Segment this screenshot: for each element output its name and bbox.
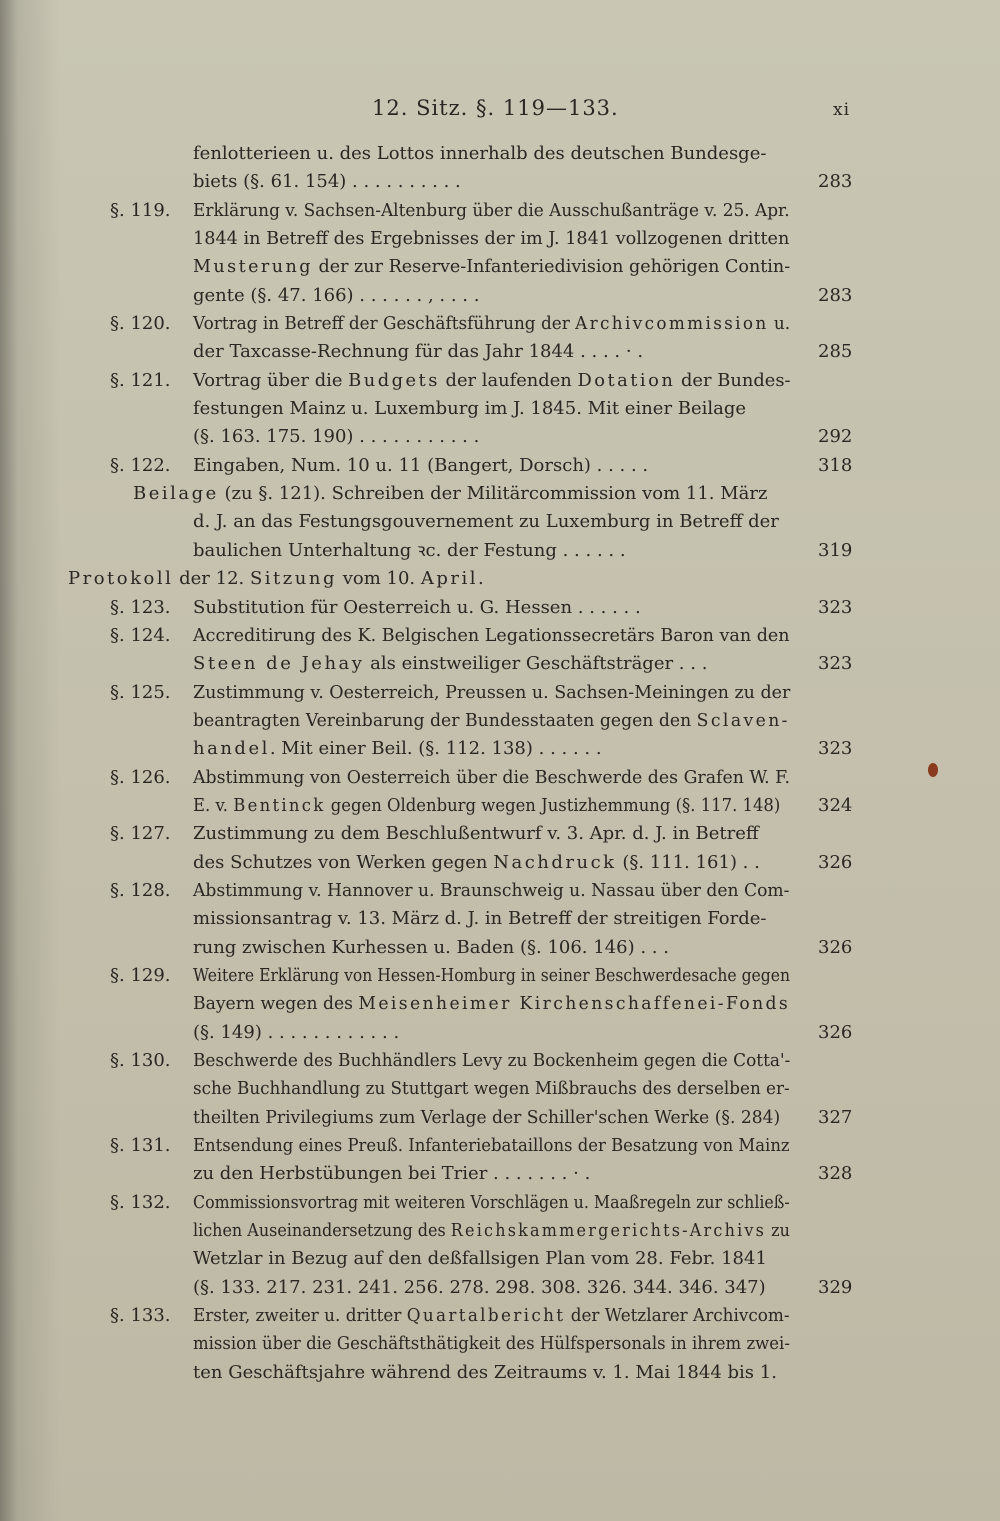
toc-line xyxy=(0,537,1000,565)
entry-text xyxy=(193,508,779,536)
page-ref: 292 xyxy=(818,426,853,448)
toc-line xyxy=(0,1019,1000,1047)
page-ref: 323 xyxy=(818,596,853,618)
entry-text xyxy=(133,480,768,508)
toc-line xyxy=(0,1330,1000,1358)
text-run: beantragten Vereinbarung der Bundesstaaten gegen den xyxy=(193,709,697,731)
text-run: biets (§. 61. 154) . . . . . . . . . . xyxy=(193,171,461,193)
spaced-text: handel xyxy=(193,738,270,760)
toc-line xyxy=(0,1075,1000,1103)
text-run: der Bundes- xyxy=(675,369,791,391)
text-run: zu xyxy=(766,1220,790,1242)
section-number: §. 133. xyxy=(110,1305,171,1327)
page-ref: 326 xyxy=(818,936,853,958)
toc-line xyxy=(0,565,1000,593)
page-ref: 329 xyxy=(818,1276,853,1298)
page-ref: 323 xyxy=(818,653,853,675)
entry-text xyxy=(193,367,791,395)
entry-text xyxy=(193,962,790,990)
text-run: Entsendung eines Preuß. Infanteriebataillons der Besatzung von Mainz xyxy=(193,1135,790,1157)
section-number: §. 119. xyxy=(110,199,171,221)
spaced-text: Archivcommission xyxy=(575,313,769,335)
page-ref: 318 xyxy=(818,454,853,476)
entry-text xyxy=(193,225,789,253)
section-number: §. 128. xyxy=(110,879,171,901)
section-number: §. 126. xyxy=(110,766,171,788)
text-run: der laufenden xyxy=(439,369,578,391)
spaced-text: Meisenheimer Kirchenschaffenei-Fonds xyxy=(358,993,791,1015)
entry-text xyxy=(193,1217,790,1245)
toc-line xyxy=(0,679,1000,707)
toc-line xyxy=(0,990,1000,1018)
entry-text xyxy=(193,1160,590,1188)
toc-line xyxy=(0,1104,1000,1132)
running-head: 12. Sitz. §. 119—133. xyxy=(372,96,619,120)
entry-text xyxy=(193,764,790,792)
text-run: Eingaben, Num. 10 u. 11 (Bangert, Dorsch) . . . . . xyxy=(193,454,649,476)
text-run: des Schutzes von Werken gegen xyxy=(193,851,494,873)
text-run: Vortrag über die xyxy=(193,369,349,391)
page-ref: 283 xyxy=(818,284,853,306)
text-run: (§. 149) . . . . . . . . . . . . xyxy=(193,1021,400,1043)
text-run: Zustimmung zu dem Beschlußentwurf v. 3. Apr. d. J. in Betreff xyxy=(193,823,759,845)
section-number: §. 125. xyxy=(110,681,171,703)
page-header xyxy=(0,96,1000,126)
entry-text xyxy=(193,310,790,338)
text-run: . Mit einer Beil. (§. 112. 138) . . . . . . xyxy=(269,738,602,760)
toc-line xyxy=(0,140,1000,168)
entry-text xyxy=(193,877,789,905)
entry-text xyxy=(193,905,767,933)
toc-line xyxy=(0,1245,1000,1273)
text-run: Abstimmung von Oesterreich über die Beschwerde des Grafen W. F. xyxy=(193,766,791,788)
page-ref: 285 xyxy=(818,341,853,363)
toc-line xyxy=(0,1047,1000,1075)
entry-text xyxy=(193,1245,767,1273)
toc-line xyxy=(0,849,1000,877)
text-run: (zu §. 121). Schreiben der Militärcommission vom 11. März xyxy=(218,483,768,505)
text-run: gente (§. 47. 166) . . . . . . , . . . . xyxy=(193,284,480,306)
toc-line xyxy=(0,764,1000,792)
section-number: §. 121. xyxy=(110,369,171,391)
toc-line xyxy=(0,877,1000,905)
text-run: Zustimmung v. Oesterreich, Preussen u. Sachsen-Meiningen zu der xyxy=(193,681,791,703)
entry-text xyxy=(193,1075,790,1103)
toc-line xyxy=(0,395,1000,423)
section-number: §. 127. xyxy=(110,823,171,845)
entry-text xyxy=(193,735,602,763)
text-run: als einstweiliger Geschäftsträger . . . xyxy=(364,653,708,675)
page-ref: 323 xyxy=(818,738,853,760)
section-number: §. 130. xyxy=(110,1050,171,1071)
text-run: (§. 111. 161) . . xyxy=(616,851,760,873)
page-ref: 326 xyxy=(818,1021,853,1043)
toc-line xyxy=(0,508,1000,536)
section-number: §. 129. xyxy=(110,964,171,986)
page-number: xi xyxy=(833,100,851,120)
entry-text xyxy=(193,622,790,650)
text-run: festungen Mainz u. Luxemburg im J. 1845. Mit einer Beilage xyxy=(193,398,747,420)
spaced-text: Sclaven- xyxy=(696,709,790,731)
toc-line xyxy=(0,367,1000,395)
entry-text xyxy=(193,197,790,225)
table-of-contents xyxy=(0,140,1000,1387)
toc-line xyxy=(0,1132,1000,1160)
entry-text xyxy=(193,650,707,678)
spaced-text: Quartalbericht xyxy=(406,1305,566,1327)
toc-line xyxy=(0,282,1000,310)
text-run: fenlotterieen u. des Lottos innerhalb des deutschen Bundesge- xyxy=(193,143,767,164)
page-ref: 327 xyxy=(818,1106,853,1128)
spaced-text: Sitzung xyxy=(249,568,337,590)
spaced-text: Beilage xyxy=(133,483,219,505)
entry-text xyxy=(193,990,790,1018)
entry-text xyxy=(193,679,790,707)
text-run: gegen Oldenburg wegen Justizhemmung (§. 117. 148) xyxy=(325,794,781,816)
toc-line xyxy=(0,1274,1000,1302)
toc-line xyxy=(0,650,1000,678)
entry-text xyxy=(193,1302,790,1330)
text-run: missionsantrag v. 13. März d. J. in Betreff der streitigen Forde- xyxy=(193,908,767,930)
text-run: Weitere Erklärung von Hessen-Homburg in seiner Beschwerdesache gegen xyxy=(193,964,791,986)
text-run: rung zwischen Kurhessen u. Baden (§. 106. 146) . . . xyxy=(193,936,669,958)
toc-line xyxy=(0,905,1000,933)
toc-line xyxy=(0,423,1000,451)
spaced-text: Dotation xyxy=(577,369,676,391)
toc-line xyxy=(0,792,1000,820)
text-run: Vortrag in Betreff der Geschäftsführung der xyxy=(193,313,576,335)
text-run: Erklärung v. Sachsen-Altenburg über die Ausschußanträge v. 25. Apr. xyxy=(193,199,790,221)
text-run: der Taxcasse-Rechnung für das Jahr 1844 . . . . · . xyxy=(193,341,644,363)
text-run: sche Buchhandlung zu Stuttgart wegen Mißbrauchs des derselben er- xyxy=(193,1078,790,1100)
toc-line xyxy=(0,197,1000,225)
text-run: ten Geschäftsjahre während des Zeitraums v. 1. Mai 1844 bis 1. xyxy=(193,1361,777,1383)
entry-text xyxy=(193,707,790,735)
entry-text xyxy=(193,849,760,877)
text-run: baulichen Unterhaltung ꝛc. der Festung . . . . . . xyxy=(193,539,626,561)
text-run: Beschwerde des Buchhändlers Levy zu Bockenheim gegen die Cotta'- xyxy=(193,1050,791,1071)
spaced-text: Musterung xyxy=(193,256,313,278)
entry-text xyxy=(193,1359,777,1387)
toc-line xyxy=(0,735,1000,763)
entry-text xyxy=(193,1104,780,1132)
text-run: der 12. xyxy=(173,568,250,590)
entry-text xyxy=(193,1047,790,1075)
section-number: §. 122. xyxy=(110,454,171,476)
entry-text xyxy=(193,1330,790,1358)
toc-line xyxy=(0,338,1000,366)
text-run: Bayern wegen des xyxy=(193,993,359,1015)
entry-text xyxy=(193,452,648,480)
text-run: mission über die Geschäftsthätigkeit des Hülfspersonals in ihrem zwei- xyxy=(193,1333,790,1355)
toc-line xyxy=(0,622,1000,650)
toc-line xyxy=(0,1189,1000,1217)
page-ref: 328 xyxy=(818,1163,853,1185)
text-run: Abstimmung v. Hannover u. Braunschweig u. Nassau über den Com- xyxy=(193,879,790,901)
entry-text xyxy=(193,594,641,622)
text-run: (§. 163. 175. 190) . . . . . . . . . . . xyxy=(193,426,480,448)
section-number: §. 120. xyxy=(110,313,171,335)
text-run: 1844 in Betreff des Ergebnisses der im J. 1841 vollzogenen dritten xyxy=(193,228,790,250)
section-number: §. 131. xyxy=(110,1135,171,1157)
text-run: (§. 133. 217. 231. 241. 256. 278. 298. 308. 326. 344. 346. 347) xyxy=(193,1276,766,1298)
text-run: Wetzlar in Bezug auf den deßfallsigen Plan vom 28. Febr. 1841 xyxy=(193,1248,767,1270)
entry-text xyxy=(193,140,766,168)
toc-line xyxy=(0,962,1000,990)
spaced-text: Reichskammergerichts-Archivs xyxy=(450,1220,767,1242)
toc-line xyxy=(0,480,1000,508)
text-run: theilten Privilegiums zum Verlage der Schiller'schen Werke (§. 284) xyxy=(193,1106,781,1128)
section-number: §. 123. xyxy=(110,596,171,618)
entry-text xyxy=(193,1274,766,1302)
entry-text xyxy=(193,934,669,962)
text-run: Commissionsvortrag mit weiteren Vorschlägen u. Maaßregeln zur schließ- xyxy=(193,1191,790,1213)
toc-line xyxy=(0,1302,1000,1330)
text-run: der zur Reserve-Infanteriedivision gehörigen Contin- xyxy=(312,256,791,278)
entry-text xyxy=(193,820,759,848)
text-run: Erster, zweiter u. dritter xyxy=(193,1305,407,1327)
text-run: vom 10. xyxy=(336,568,421,590)
toc-line xyxy=(0,168,1000,196)
page-ref: 324 xyxy=(818,794,853,816)
page-ref: 283 xyxy=(818,171,853,193)
text-run: zu den Herbstübungen bei Trier . . . . . . . · . xyxy=(193,1163,591,1185)
spaced-text: Protokoll xyxy=(68,568,174,590)
text-run: der Wetzlarer Archivcom- xyxy=(565,1305,790,1327)
toc-line xyxy=(0,594,1000,622)
entry-text xyxy=(193,338,643,366)
section-number: §. 132. xyxy=(110,1191,171,1213)
entry-text xyxy=(193,423,479,451)
spaced-text: Bentinck xyxy=(233,794,326,816)
page-ref: 319 xyxy=(818,539,853,561)
page-ref: 326 xyxy=(818,851,853,873)
entry-text xyxy=(193,537,626,565)
entry-text xyxy=(193,282,479,310)
toc-line xyxy=(0,1359,1000,1387)
text-run: Substitution für Oesterreich u. G. Hessen . . . . . . xyxy=(193,596,641,618)
toc-line xyxy=(0,225,1000,253)
toc-line xyxy=(0,1217,1000,1245)
entry-text xyxy=(193,395,746,423)
entry-text xyxy=(193,1189,790,1217)
text-run: d. J. an das Festungsgouvernement zu Luxemburg in Betreff der xyxy=(193,511,779,533)
spaced-text: April. xyxy=(420,568,487,590)
toc-line xyxy=(0,1160,1000,1188)
text-run: lichen Auseinandersetzung des xyxy=(193,1220,451,1242)
toc-line xyxy=(0,707,1000,735)
entry-text xyxy=(193,168,461,196)
text-run: Accreditirung des K. Belgischen Legationssecretärs Baron van den xyxy=(193,624,790,646)
ink-speck xyxy=(928,763,938,777)
toc-line xyxy=(0,310,1000,338)
toc-line xyxy=(0,253,1000,281)
text-run: E. v. xyxy=(193,794,234,816)
spaced-text: Budgets xyxy=(348,369,440,391)
entry-text xyxy=(193,1132,790,1160)
toc-line xyxy=(0,934,1000,962)
spaced-text: Steen de Jehay xyxy=(193,653,365,675)
entry-text xyxy=(193,253,790,281)
entry-text xyxy=(193,792,780,820)
entry-text xyxy=(68,565,486,593)
text-run: u. xyxy=(768,313,791,335)
section-number: §. 124. xyxy=(110,624,171,646)
entry-text xyxy=(193,1019,399,1047)
spaced-text: Nachdruck xyxy=(493,851,617,873)
toc-line xyxy=(0,452,1000,480)
toc-line xyxy=(0,820,1000,848)
